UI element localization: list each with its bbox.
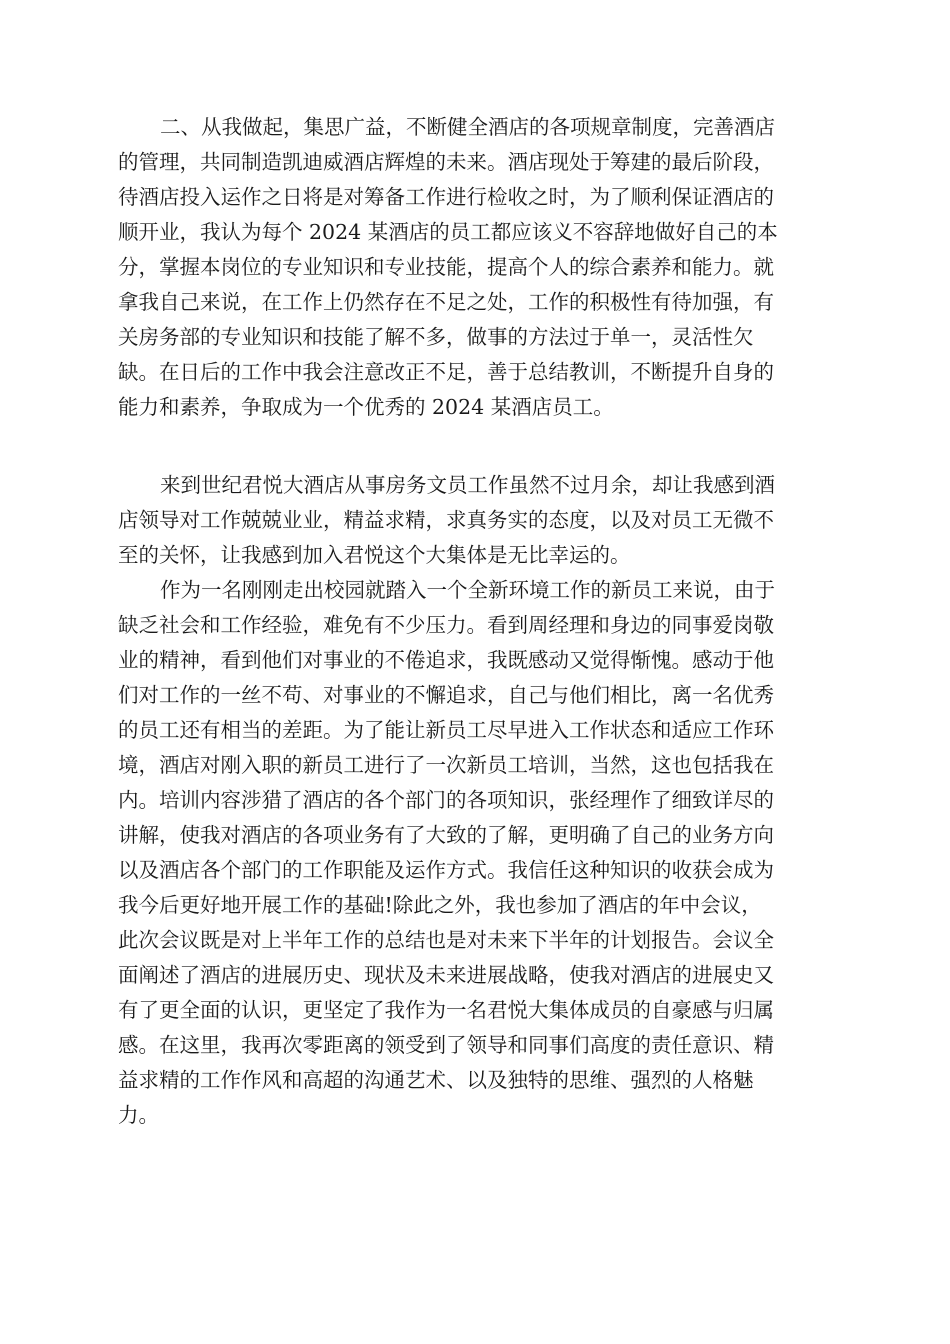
paragraph-line: 分，掌握本岗位的专业知识和专业技能，提高个人的综合素养和能力。就: [118, 255, 774, 279]
paragraph-line: 关房务部的专业知识和技能了解不多，做事的方法过于单一，灵活性欠: [118, 325, 754, 349]
paragraph-line: 们对工作的一丝不苟、对事业的不懈追求，自己与他们相比，离一名优秀: [118, 683, 774, 707]
paragraph-line: 讲解，使我对酒店的各项业务有了大致的了解，更明确了自己的业务方向: [118, 823, 774, 847]
paragraph-2: [118, 468, 836, 573]
paragraph-line: 以及酒店各个部门的工作职能及运作方式。我信任这种知识的收获会成为: [118, 858, 774, 882]
paragraph-line: 待酒店投入运作之日将是对筹备工作进行检收之时，为了顺利保证酒店的: [118, 185, 774, 209]
paragraph-line: 缺。在日后的工作中我会注意改正不足，善于总结教训，不断提升自身的: [118, 360, 774, 384]
paragraph-line: 的管理，共同制造凯迪威酒店辉煌的未来。酒店现处于筹建的最后阶段，: [118, 150, 774, 174]
paragraph-line: 至的关怀，让我感到加入君悦这个大集体是无比幸运的。: [118, 543, 631, 567]
paragraph-line: 店领导对工作兢兢业业，精益求精，求真务实的态度，以及对员工无微不: [118, 508, 774, 532]
paragraph-line: 我今后更好地开展工作的基础!除此之外，我也参加了酒店的年中会议，: [118, 893, 762, 917]
paragraph-line: 的员工还有相当的差距。为了能让新员工尽早进入工作状态和适应工作环: [118, 718, 774, 742]
paragraph-line: 内。培训内容涉猎了酒店的各个部门的各项知识，张经理作了细致详尽的: [118, 788, 774, 812]
paragraph-line: 感。在这里，我再次零距离的领受到了领导和同事们高度的责任意识、精: [118, 1033, 774, 1057]
paragraph-line: 业的精神，看到他们对事业的不倦追求，我既感动又觉得惭愧。感动于他: [118, 648, 774, 672]
paragraph-line: 面阐述了酒店的进展历史、现状及未来进展战略，使我对酒店的进展史又: [118, 963, 774, 987]
paragraph-line: 拿我自己来说，在工作上仍然存在不足之处，工作的积极性有待加强，有: [118, 290, 774, 314]
paragraph-3: [118, 573, 836, 1133]
paragraph-line: 有了更全面的认识，更坚定了我作为一名君悦大集体成员的自豪感与归属: [118, 998, 774, 1022]
paragraph-line: 顺开业，我认为每个 2024 某酒店的员工都应该义不容辞地做好自己的本: [118, 220, 778, 244]
paragraph-line: 力。: [118, 1103, 159, 1127]
paragraph-line: 此次会议既是对上半年工作的总结也是对未来下半年的计划报告。会议全: [118, 928, 774, 952]
paragraph-1: [118, 110, 836, 425]
paragraph-line: 二、从我做起，集思广益，不断健全酒店的各项规章制度，完善酒店: [160, 115, 775, 139]
paragraph-line: 来到世纪君悦大酒店从事房务文员工作虽然不过月余，却让我感到酒: [160, 473, 775, 497]
paragraph-line: 作为一名刚刚走出校园就踏入一个全新环境工作的新员工来说，由于: [160, 578, 775, 602]
paragraph-line: 境，酒店对刚入职的新员工进行了一次新员工培训，当然，这也包括我在: [118, 753, 774, 777]
paragraph-line: 能力和素养，争取成为一个优秀的 2024 某酒店员工。: [118, 395, 614, 419]
paragraph-line: 益求精的工作作风和高超的沟通艺术、以及独特的思维、强烈的人格魅: [118, 1068, 754, 1092]
paragraph-line: 缺乏社会和工作经验，难免有不少压力。看到周经理和身边的同事爱岗敬: [118, 613, 774, 637]
